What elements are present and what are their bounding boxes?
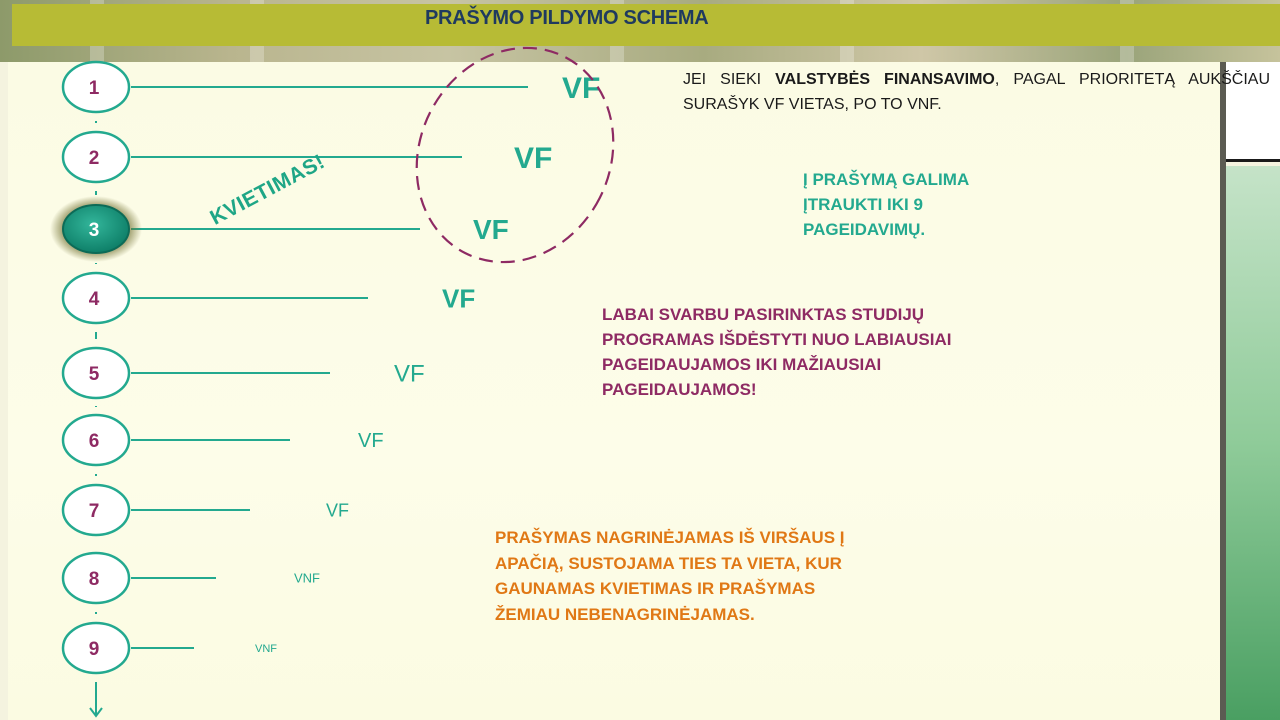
step-label: VF [358,430,384,453]
step-number: 7 [88,501,100,522]
step-label: VNF [255,642,277,655]
info-order-important: LABAI SVARBU PASIRINKTAS STUDIJŲ PROGRAMAS IŠDĖSTYTI NUO LABIAUSIAI PAGEIDAUJAMOS IKI MAŽIAUSIAI PAGEIDAUJAMOS! [602,305,952,399]
step-label: VF [442,283,476,314]
step-number: 6 [88,431,100,452]
info-max-preferences: Į PRAŠYMĄ GALIMA ĮTRAUKTI IKI 9 PAGEIDAVIMŲ. [803,170,969,239]
step-label: VF [326,500,350,521]
step-label: VF [394,360,425,388]
step-label: VF [514,141,553,175]
step-1 [63,62,600,112]
step-4 [63,273,475,323]
step-number: 2 [88,148,100,169]
step-number: 4 [88,289,100,310]
step-label: VF [473,214,509,246]
step-6 [63,415,384,465]
info-state-funding-bold: VALSTYBĖS FINANSAVIMO [775,71,995,88]
info-state-funding [683,67,1270,117]
step-number: 9 [88,639,100,660]
kvietimas-label: KVIETIMAS! [206,150,329,230]
step-3 [50,196,509,262]
step-number: 1 [88,78,100,99]
step-label: VF [562,71,601,105]
step-7 [63,485,349,535]
step-9 [63,623,277,673]
step-label: VNF [294,570,320,586]
step-8 [63,553,320,603]
page-title: PRAŠYMO PILDYMO SCHEMA [425,7,709,29]
info-state-funding-part2: , PAGAL PRIORITETĄ AUKŠČIAU SURAŠYK VF VIETAS, PO TO VNF. [683,71,1270,113]
info-state-funding-part1: JEI SIEKI [683,71,776,88]
step-number: 3 [88,220,100,241]
step-number: 8 [88,569,100,590]
info-review-process: PRAŠYMAS NAGRINĖJAMAS IŠ VIRŠAUS Į APAČIĄ, SUSTOJAMA TIES TA VIETA, KUR GAUNAMAS KVIETIMAS IR PRAŠYMAS ŽEMIAU NEBENAGRINĖJAMAS. [495,528,845,624]
step-5 [63,348,425,398]
step-number: 5 [88,364,100,385]
